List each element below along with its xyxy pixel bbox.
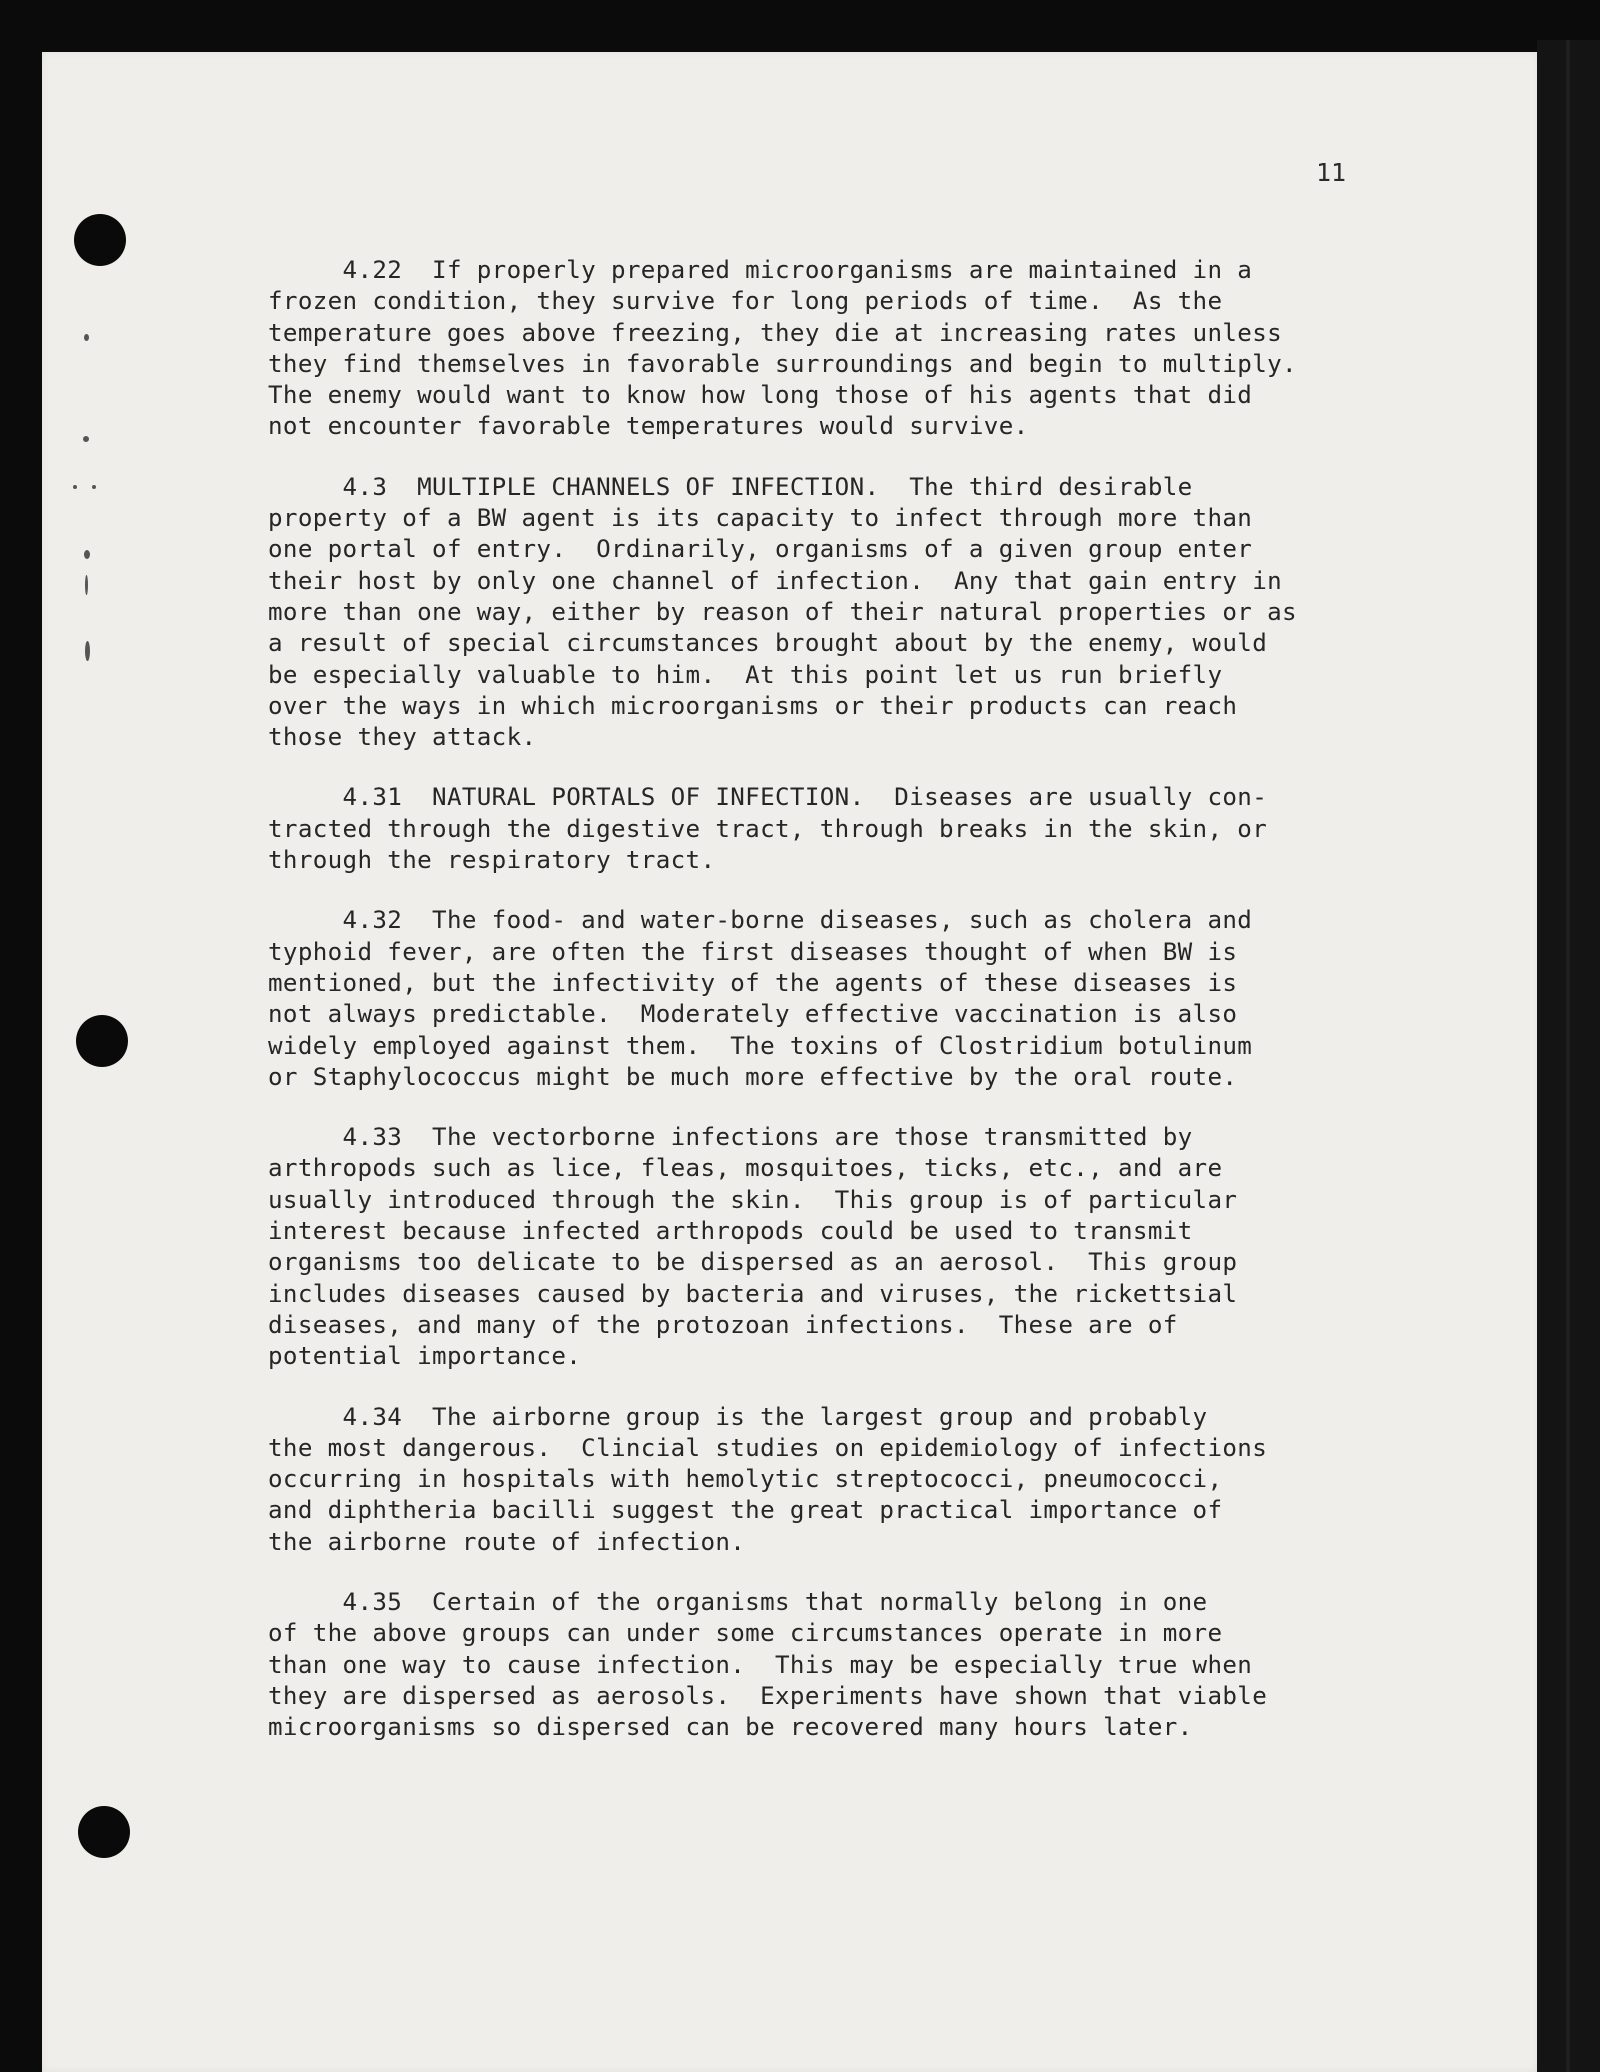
text-line: not always predictable. Moderately effective vaccination is also: [268, 1000, 1238, 1029]
punch-hole-bottom: [78, 1806, 130, 1858]
text-line: than one way to cause infection. This may be especially true when: [268, 1650, 1253, 1679]
text-line: those they attack.: [268, 723, 537, 752]
text-line: 4.31 NATURAL PORTALS OF INFECTION. Diseases are usually con-: [268, 783, 1268, 812]
text-line: interest because infected arthropods could be used to transmit: [268, 1217, 1193, 1246]
text-line: 4.34 The airborne group is the largest group and probably: [268, 1402, 1208, 1431]
text-line: a result of special circumstances brought about by the enemy, would: [268, 629, 1268, 658]
text-line: frozen condition, they survive for long periods of time. As the: [268, 287, 1223, 316]
text-line: they find themselves in favorable surroundings and begin to multiply.: [268, 349, 1297, 378]
margin-mark: [85, 575, 88, 595]
text-line: organisms too delicate to be dispersed as an aerosol. This group: [268, 1248, 1238, 1277]
text-line: the most dangerous. Clincial studies on epidemiology of infections: [268, 1433, 1268, 1462]
text-line: of the above groups can under some circumstances operate in more: [268, 1619, 1223, 1648]
text-line: potential importance.: [268, 1342, 582, 1371]
text-line: and diphtheria bacilli suggest the great practical importance of: [268, 1496, 1223, 1525]
text-line: the airborne route of infection.: [268, 1527, 746, 1556]
text-line: 4.35 Certain of the organisms that normally belong in one: [268, 1587, 1208, 1616]
punch-hole-middle: [76, 1015, 128, 1067]
text-line: their host by only one channel of infection. Any that gain entry in: [268, 566, 1283, 595]
text-line: occurring in hospitals with hemolytic streptococci, pneumococci,: [268, 1465, 1223, 1494]
paragraph-4-31: [268, 782, 1368, 876]
text-line: 4.32 The food- and water-borne diseases, such as cholera and: [268, 906, 1253, 935]
margin-mark: [73, 485, 77, 489]
margin-mark: [84, 550, 90, 559]
page-number: 11: [1316, 158, 1347, 187]
margin-mark: [92, 485, 96, 489]
binder-edge: [1566, 40, 1570, 2072]
text-line: 4.3 MULTIPLE CHANNELS OF INFECTION. The third desirable: [268, 472, 1193, 501]
text-line: through the respiratory tract.: [268, 846, 716, 875]
margin-mark: [84, 334, 89, 341]
paragraph-4-3: [268, 472, 1368, 754]
paragraph-4-32: [268, 905, 1368, 1093]
text-line: 4.33 The vectorborne infections are those transmitted by: [268, 1123, 1193, 1152]
text-line: usually introduced through the skin. This group is of particular: [268, 1185, 1238, 1214]
text-line: 4.22 If properly prepared microorganisms are maintained in a: [268, 256, 1253, 284]
text-line: temperature goes above freezing, they die at increasing rates unless: [268, 318, 1283, 347]
text-line: not encounter favorable temperatures would survive.: [268, 412, 1029, 441]
text-line: widely employed against them. The toxins of Clostridium botulinum: [268, 1031, 1253, 1060]
text-line: tracted through the digestive tract, through breaks in the skin, or: [268, 814, 1268, 843]
text-line: property of a BW agent is its capacity to infect through more than: [268, 504, 1253, 533]
margin-mark: [85, 641, 90, 661]
text-line: typhoid fever, are often the first diseases thought of when BW is: [268, 937, 1238, 966]
text-line: be especially valuable to him. At this point let us run briefly: [268, 660, 1223, 689]
paragraph-4-22: [268, 255, 1368, 443]
margin-mark: [83, 436, 89, 442]
body-text: [268, 255, 1368, 1772]
text-line: diseases, and many of the protozoan infections. These are of: [268, 1310, 1178, 1339]
text-line: over the ways in which microorganisms or their products can reach: [268, 691, 1238, 720]
text-line: includes diseases caused by bacteria and viruses, the rickettsial: [268, 1279, 1238, 1308]
text-line: mentioned, but the infectivity of the agents of these diseases is: [268, 968, 1238, 997]
punch-hole-top: [74, 214, 126, 266]
text-line: they are dispersed as aerosols. Experiments have shown that viable: [268, 1681, 1268, 1710]
text-line: more than one way, either by reason of their natural properties or as: [268, 597, 1297, 626]
text-line: The enemy would want to know how long those of his agents that did: [268, 381, 1253, 410]
text-line: microorganisms so dispersed can be recovered many hours later.: [268, 1713, 1193, 1742]
text-line: one portal of entry. Ordinarily, organisms of a given group enter: [268, 535, 1253, 564]
paragraph-4-34: [268, 1402, 1368, 1558]
paragraph-4-33: [268, 1122, 1368, 1372]
paragraph-4-35: [268, 1587, 1368, 1743]
text-line: arthropods such as lice, fleas, mosquitoes, ticks, etc., and are: [268, 1154, 1223, 1183]
text-line: or Staphylococcus might be much more effective by the oral route.: [268, 1062, 1238, 1091]
